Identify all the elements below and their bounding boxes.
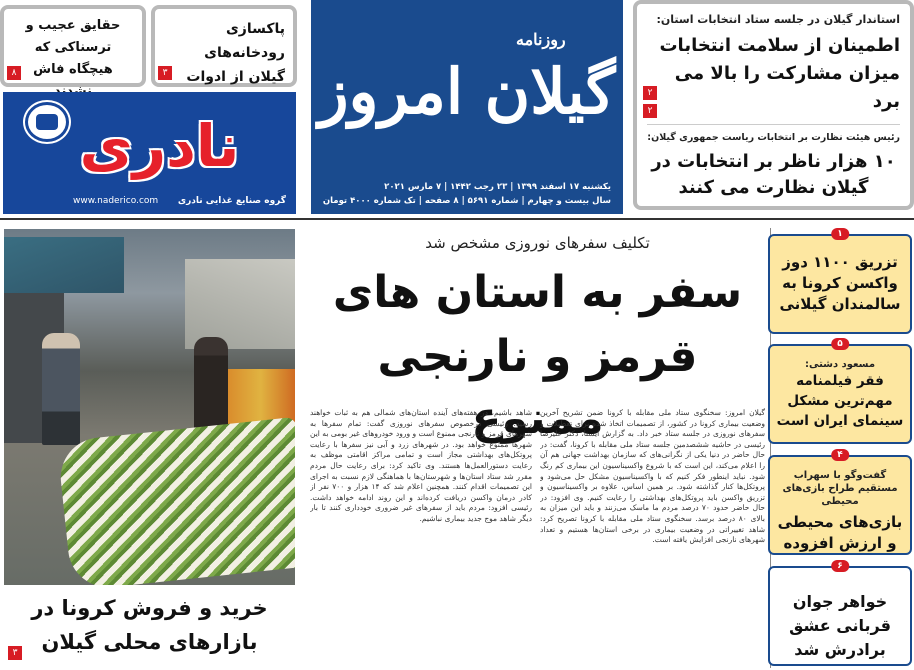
issue-line: سال بیست و چهارم | شماره ۵۶۹۱ | ۸ صفحه | تک شماره ۴۰۰۰ تومان — [322, 196, 611, 206]
main-story-kicker: تکلیف سفرهای نوروزی مشخص شد — [425, 234, 650, 252]
ad-url[interactable]: www.naderico.com — [73, 196, 159, 206]
masthead — [311, 0, 623, 214]
photo-caption — [4, 585, 295, 670]
main-headline-2[interactable]: قرمز و نارنجی ممنوع — [377, 331, 698, 444]
page-tag: ۸ — [7, 66, 21, 80]
onion-bundle — [57, 417, 295, 585]
ad-banner[interactable] — [3, 92, 296, 214]
photo-caption-text: خرید و فروش کرونا در بازارهای محلی گیلان — [31, 596, 268, 654]
ad-brand: نادری — [79, 112, 240, 180]
page-pill: ۴ — [831, 449, 849, 461]
page-tag: ۳ — [8, 646, 22, 660]
teaser-text: پاکسازی رودخانه‌های گیلان از ادوات — [186, 21, 285, 85]
date-line: یکشنبه ۱۷ اسفند ۱۳۹۹ | ۲۳ رجب ۱۴۴۲ | ۷ مارس ۲۰۲۱ — [384, 182, 611, 192]
awning-right — [185, 259, 295, 349]
page-pill: ۱ — [831, 228, 849, 240]
page-pill: ۵ — [831, 338, 849, 350]
teaser-box-1[interactable] — [0, 5, 146, 87]
ad-logo-icon — [36, 114, 58, 130]
side-story-kicker: مسعود دشتی: — [804, 359, 876, 370]
side-story-kicker: گفت‌وگو با سهراب مستقیم طراح بازی‌های محیطی — [782, 470, 898, 507]
side-story-4[interactable] — [768, 561, 912, 666]
teaser-box-2[interactable] — [151, 5, 297, 87]
side-story-headline: فقر فیلمنامه مهم‌ترین مشکل سینمای ایران است — [776, 373, 904, 429]
story2-headline: ۱۰ هزار ناظر بر انتخابات در گیلان نظارت می کنند — [651, 151, 896, 198]
masthead-title-small: روزنامه — [516, 30, 566, 49]
awning-left — [4, 237, 124, 293]
story-kicker: استاندار گیلان در جلسه ستاد انتخابات استان: — [656, 13, 900, 26]
masthead-title: گیلان امروز — [318, 55, 616, 128]
story-column-1: گیلان امروز: سخنگوی ستاد ملی مقابله با کرونا ضمن تشریح آخرین وضعیت بیماری کرونا در کشور، از تصمیمات اتخاذ شده برای تعطیلات و سفرهای نوروزی در جلسه ستاد خبر داد. به گزارش ایسنا، دکتر علیرضا رئیسی در حاشیه ششصدمین جلسه ستاد ملی مقابله با کرونا، گفت: در حال حاضر در دنیا یکی از نگرانی‌های که سازمان بهداشت جهانی هم آن را اعلام می‌کند، این است که با شروع واکسیناسیون این بیماری کم رنگ شود. نباید اینطور فکر کنیم که با واکسیناسیون مشکل حل می‌شود و پروتکل‌ها کنار گذاشته شود. بر همین اساس، علاوه بر واکسیناسیون و تزریق واکسن باید پروتکل‌های بهداشتی را رعایت کنیم. وی افزود: در حال حاضر حدود ۷۰ درصد مردم ما ماسک می‌زنند و باید این میزان به بالای ۸۰ درصد برسد. سخنگوی ستاد ملی مقابله با کرونا تصریح کرد: شاهد تغییراتی در وضعیت بیماری در برخی استان‌ها هستیم و تعداد شهرهای نارنجی افزایش یافته است. — [540, 408, 765, 545]
top-story-box[interactable] — [633, 0, 914, 210]
page-pill: ۶ — [831, 560, 849, 572]
side-story-headline: خواهر جوان قربانی عشق برادرش شد — [789, 592, 891, 659]
vendor-figure — [42, 333, 80, 445]
market-photo — [4, 229, 295, 585]
side-story-headline: تزریق ۱۱۰۰ دوز واکسن کرونا به سالمندان گیلانی — [779, 253, 901, 313]
page-tag: ۳ — [158, 66, 172, 80]
page-tag-2: ۲ — [643, 104, 657, 118]
story-column-2: شاهد باشیم، در هفته‌های آینده استان‌های شمالی هم به ثبات خواهند رسید. رئیسی درخصوص سفرهای نوروزی گفت: تمام سفرها به شهرهای قرمز و نارنجی ممنوع است و ورود خودروهای غیر بومی به این شهرها ممنوع خواهد بود. در شهرهای زرد و آبی نیز سفرها با رعایت پروتکل‌های بهداشتی مجاز است و تمامی مراکز اقامتی موظف به رعایت دستورالعمل‌ها هستند. وی تاکید کرد: برای رعایت حال مردم مقرر شد ستاد استان‌ها و شهرستان‌ها با هماهنگی لازم نسبت به اجرای این تصمیمات اقدام کنند. همچنین اعلام شد که ۱۴ هزار و ۷۰۰ نفر از کادر درمان واکسن دریافت کرده‌اند و این روند ادامه خواهد داشت. رئیسی افزود: مردم باید از سفرهای غیر ضروری خودداری کنند تا بار دیگر شاهد موج جدید بیماری نباشیم. — [310, 408, 532, 523]
divider — [0, 218, 914, 220]
story-headline: اطمینان از سلامت انتخابات میزان مشارکت را بالا می برد — [659, 35, 900, 112]
side-story-2[interactable] — [768, 339, 912, 444]
story2-kicker: رئیس هیئت نظارت بر انتخابات ریاست جمهوری گیلان: — [647, 132, 900, 143]
ad-subtitle: گروه صنایع غذایی نادری — [177, 196, 286, 206]
side-story-1[interactable] — [768, 229, 912, 334]
side-story-3[interactable] — [768, 450, 912, 555]
teaser-text: حقایق عجیب و ترسناکی که هیچگاه فاش — [25, 18, 121, 77]
main-headline-1[interactable]: سفر به استان های — [332, 267, 743, 318]
side-story-headline: بازی‌های محیطی و ارزش افزوده — [777, 513, 903, 552]
page-tag: ۲ — [643, 86, 657, 100]
